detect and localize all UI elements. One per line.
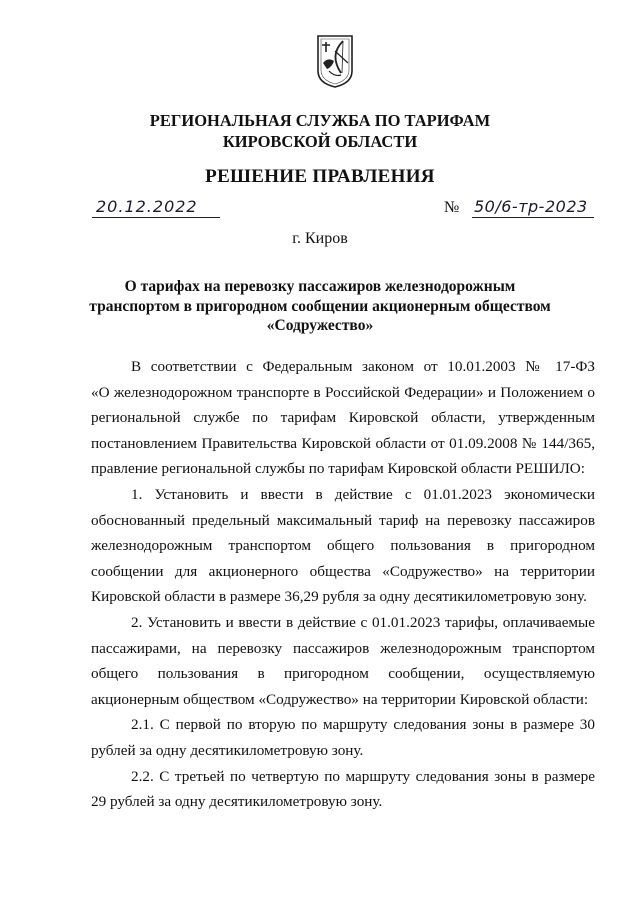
number-sign: № xyxy=(444,199,460,216)
paragraph-line: Кировской области в размере 36,29 рубля за одну десятикилометровую зону. xyxy=(91,588,587,606)
decision-number: 50/6-тр-2023 xyxy=(474,197,588,216)
paragraph-line: акционерным обществом «Содружество» на территории Кировской области: xyxy=(91,690,589,708)
paragraph-line: общего пользования в пригородном сообщении, осуществляемую xyxy=(91,665,595,683)
paragraph-line: «О железнодорожном транспорте в Российской Федерации» и Положением о xyxy=(91,383,595,401)
paragraph-line: пассажирами, на перевозку пассажиров железнодорожным транспортом xyxy=(91,639,595,657)
org-line-1: РЕГИОНАЛЬНАЯ СЛУЖБА ПО ТАРИФАМ xyxy=(149,111,491,130)
decision-title: РЕШЕНИЕ ПРАВЛЕНИЯ xyxy=(205,166,435,187)
decision-subject xyxy=(0,277,640,336)
paragraph-line: 1. Установить и ввести в действие с 01.01.2023 экономически xyxy=(131,485,595,503)
paragraph xyxy=(91,482,595,610)
paragraph-line: 2.2. С третьей по четвертую по маршруту следования зоны в размере xyxy=(131,767,595,785)
paragraph-line: сообщении для акционерного общества «Содружество» на территории xyxy=(91,562,595,580)
org-line-2: КИРОВСКОЙ ОБЛАСТИ xyxy=(222,132,418,151)
number-underline xyxy=(472,197,594,218)
paragraph-line: железнодорожным транспортом общего пользования в пригородном xyxy=(91,537,595,555)
paragraph xyxy=(91,610,595,712)
paragraph-line: обоснованный предельный максимальный тариф на перевозку пассажиров xyxy=(91,511,595,529)
decision-date: 20.12.2022 xyxy=(96,197,198,216)
paragraph-line: 2. Установить и ввести в действие с 01.01.2023 тарифы, оплачиваемые xyxy=(131,613,595,631)
paragraph-line: правление региональной службы по тарифам Кировской области РЕШИЛО: xyxy=(91,460,585,478)
subject-line-2: транспортом в пригородном сообщении акционерным обществом xyxy=(89,297,551,315)
paragraph xyxy=(91,354,595,482)
paragraph-line: постановлением Правительства Кировской области от 01.09.2008 № 144/365, xyxy=(91,434,595,452)
paragraph xyxy=(91,712,595,763)
subject-line-3: «Содружество» xyxy=(266,317,374,334)
coat-of-arms-icon xyxy=(315,33,355,89)
decision-date-field xyxy=(92,197,220,218)
organization-name xyxy=(0,110,640,152)
paragraph-line: региональной службе по тарифам Кировской области, утвержденным xyxy=(91,409,595,427)
paragraph-line: 29 рублей за одну десятикилометровую зону. xyxy=(91,793,383,811)
subject-line-1: О тарифах на перевозку пассажиров железнодорожным xyxy=(124,278,516,295)
decision-number-field xyxy=(444,197,594,219)
paragraph-line: рублей за одну десятикилометровую зону. xyxy=(91,741,364,759)
decision-body xyxy=(91,354,595,815)
paragraph xyxy=(91,764,595,815)
paragraph-line: В соответствии с Федеральным законом от 10.01.2003 № 17-ФЗ xyxy=(131,358,595,375)
paragraph-line: 2.1. С первой по вторую по маршруту следования зоны в размере 30 xyxy=(131,716,595,734)
city: г. Киров xyxy=(292,230,348,247)
